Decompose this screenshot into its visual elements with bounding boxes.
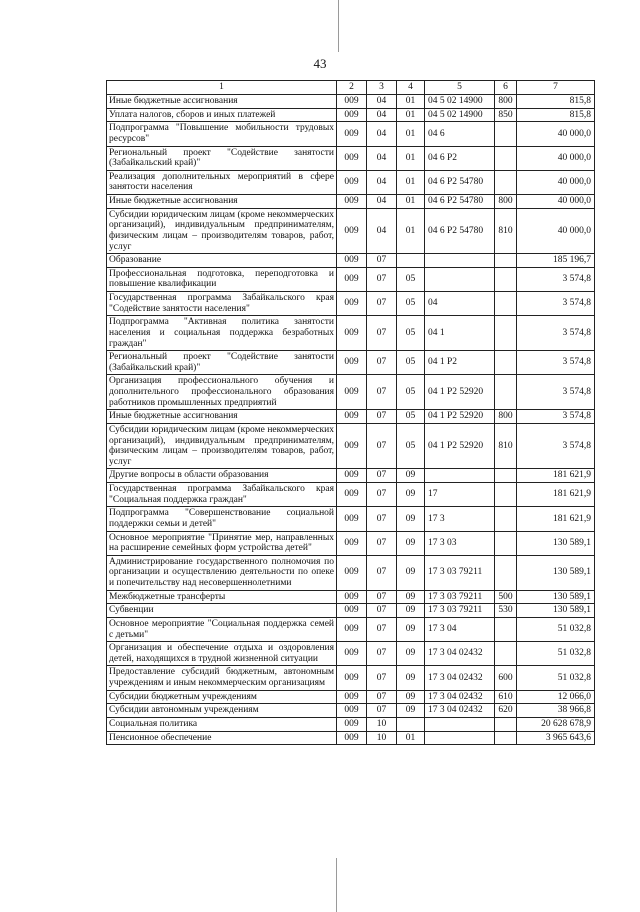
row-section: 04 <box>367 95 397 109</box>
table-row <box>107 423 595 469</box>
row-target-article: 17 3 04 <box>425 617 495 641</box>
row-expense-type <box>495 507 517 531</box>
row-amount: 40 000,0 <box>517 208 595 254</box>
row-expense-type <box>495 351 517 375</box>
row-target-article: 04 5 02 14900 <box>425 108 495 122</box>
row-admin-code: 009 <box>337 555 367 590</box>
row-subsection: 09 <box>397 469 425 483</box>
row-amount: 815,8 <box>517 108 595 122</box>
row-section: 07 <box>367 254 397 268</box>
row-target-article: 04 1 P2 52920 <box>425 375 495 410</box>
row-expense-type <box>495 717 517 731</box>
row-admin-code: 009 <box>337 351 367 375</box>
row-expense-type: 810 <box>495 423 517 469</box>
row-name: Субсидии юридическим лицам (кроме некоммерческих организаций), индивидуальным предпринимателям, физическим лицам – производителям товаров, работ, услуг <box>107 208 337 254</box>
table-row <box>107 95 595 109</box>
row-amount: 3 574,8 <box>517 267 595 291</box>
row-subsection: 09 <box>397 531 425 555</box>
row-name: Предоставление субсидий бюджетным, автономным учреждениям и иным некоммерческим организациям <box>107 666 337 690</box>
row-section: 07 <box>367 604 397 618</box>
scan-artifact-line <box>338 0 339 52</box>
row-admin-code: 009 <box>337 507 367 531</box>
column-header: 2 <box>337 81 367 95</box>
row-subsection: 09 <box>397 483 425 507</box>
row-section: 07 <box>367 316 397 351</box>
row-subsection: 05 <box>397 410 425 424</box>
row-expense-type <box>495 122 517 146</box>
row-amount: 3 574,8 <box>517 410 595 424</box>
row-admin-code: 009 <box>337 316 367 351</box>
row-expense-type: 500 <box>495 590 517 604</box>
row-target-article: 17 3 03 79211 <box>425 555 495 590</box>
row-target-article: 04 1 P2 52920 <box>425 410 495 424</box>
row-name: Социальная политика <box>107 717 337 731</box>
row-expense-type <box>495 469 517 483</box>
row-subsection: 09 <box>397 690 425 704</box>
row-subsection: 05 <box>397 267 425 291</box>
row-section: 04 <box>367 195 397 209</box>
row-section: 07 <box>367 704 397 718</box>
table-row <box>107 717 595 731</box>
row-subsection: 05 <box>397 351 425 375</box>
table-row <box>107 690 595 704</box>
row-name: Подпрограмма "Активная политика занятости населения и социальная поддержка безработных граждан" <box>107 316 337 351</box>
header-row <box>107 81 595 95</box>
row-target-article: 17 3 03 79211 <box>425 604 495 618</box>
row-subsection: 09 <box>397 666 425 690</box>
row-name: Региональный проект "Содействие занятости (Забайкальский край)" <box>107 146 337 170</box>
table-row <box>107 555 595 590</box>
row-subsection: 09 <box>397 507 425 531</box>
row-admin-code: 009 <box>337 469 367 483</box>
row-target-article: 17 3 <box>425 507 495 531</box>
row-target-article: 04 6 P2 <box>425 146 495 170</box>
row-name: Иные бюджетные ассигнования <box>107 410 337 424</box>
table-body <box>107 95 595 745</box>
row-admin-code: 009 <box>337 731 367 745</box>
row-name: Реализация дополнительных мероприятий в сфере занятости населения <box>107 170 337 194</box>
row-section: 10 <box>367 717 397 731</box>
row-target-article: 04 6 P2 54780 <box>425 208 495 254</box>
table-row <box>107 375 595 410</box>
row-amount: 38 966,8 <box>517 704 595 718</box>
row-expense-type <box>495 555 517 590</box>
row-subsection: 09 <box>397 704 425 718</box>
row-section: 07 <box>367 642 397 666</box>
row-name: Организация профессионального обучения и дополнительного профессионального образования работников промышленных предприятий <box>107 375 337 410</box>
row-section: 07 <box>367 292 397 316</box>
table-row <box>107 195 595 209</box>
row-subsection: 01 <box>397 170 425 194</box>
table-row <box>107 483 595 507</box>
row-admin-code: 009 <box>337 666 367 690</box>
row-amount: 40 000,0 <box>517 170 595 194</box>
row-section: 04 <box>367 208 397 254</box>
row-expense-type <box>495 375 517 410</box>
row-amount: 130 589,1 <box>517 604 595 618</box>
table-row <box>107 590 595 604</box>
row-admin-code: 009 <box>337 267 367 291</box>
row-name: Основное мероприятие "Принятие мер, направленных на расширение семейных форм устройства детей" <box>107 531 337 555</box>
row-name: Основное мероприятие "Социальная поддержка семей с детьми" <box>107 617 337 641</box>
row-admin-code: 009 <box>337 531 367 555</box>
column-header: 1 <box>107 81 337 95</box>
row-target-article: 04 1 <box>425 316 495 351</box>
row-subsection: 09 <box>397 617 425 641</box>
row-admin-code: 009 <box>337 604 367 618</box>
row-section: 04 <box>367 108 397 122</box>
row-expense-type: 800 <box>495 95 517 109</box>
row-name: Организация и обеспечение отдыха и оздоровления детей, находящихся в трудной жизненной ситуации <box>107 642 337 666</box>
row-amount: 3 574,8 <box>517 292 595 316</box>
row-subsection: 05 <box>397 292 425 316</box>
row-section: 07 <box>367 267 397 291</box>
row-section: 07 <box>367 483 397 507</box>
row-expense-type <box>495 146 517 170</box>
table-row <box>107 108 595 122</box>
row-amount: 130 589,1 <box>517 590 595 604</box>
row-name: Межбюджетные трансферты <box>107 590 337 604</box>
row-name: Субсидии автономным учреждениям <box>107 704 337 718</box>
row-subsection: 05 <box>397 316 425 351</box>
table-row <box>107 146 595 170</box>
row-admin-code: 009 <box>337 590 367 604</box>
table-row <box>107 617 595 641</box>
table-row <box>107 642 595 666</box>
row-target-article: 17 <box>425 483 495 507</box>
table-row <box>107 267 595 291</box>
row-expense-type <box>495 254 517 268</box>
table-row <box>107 410 595 424</box>
row-amount: 130 589,1 <box>517 555 595 590</box>
row-target-article: 17 3 04 02432 <box>425 690 495 704</box>
row-subsection: 09 <box>397 642 425 666</box>
row-name: Подпрограмма "Совершенствование социальной поддержки семьи и детей" <box>107 507 337 531</box>
row-subsection: 01 <box>397 95 425 109</box>
row-name: Пенсионное обеспечение <box>107 731 337 745</box>
row-admin-code: 009 <box>337 146 367 170</box>
row-amount: 3 574,8 <box>517 351 595 375</box>
row-expense-type: 810 <box>495 208 517 254</box>
row-subsection: 01 <box>397 122 425 146</box>
row-expense-type: 610 <box>495 690 517 704</box>
row-subsection: 05 <box>397 423 425 469</box>
row-admin-code: 009 <box>337 95 367 109</box>
row-admin-code: 009 <box>337 292 367 316</box>
row-target-article: 17 3 04 02432 <box>425 642 495 666</box>
row-amount: 185 196,7 <box>517 254 595 268</box>
row-amount: 40 000,0 <box>517 146 595 170</box>
row-subsection: 05 <box>397 375 425 410</box>
row-amount: 40 000,0 <box>517 195 595 209</box>
row-name: Региональный проект "Содействие занятости (Забайкальский край)" <box>107 351 337 375</box>
row-amount: 51 032,8 <box>517 617 595 641</box>
row-name: Государственная программа Забайкальского края "Социальная поддержка граждан" <box>107 483 337 507</box>
row-section: 07 <box>367 590 397 604</box>
row-subsection <box>397 717 425 731</box>
table-row <box>107 604 595 618</box>
row-section: 07 <box>367 690 397 704</box>
row-admin-code: 009 <box>337 690 367 704</box>
row-admin-code: 009 <box>337 195 367 209</box>
row-expense-type <box>495 531 517 555</box>
row-expense-type <box>495 170 517 194</box>
row-amount: 181 621,9 <box>517 469 595 483</box>
row-name: Профессиональная подготовка, переподготовка и повышение квалификации <box>107 267 337 291</box>
column-header: 6 <box>495 81 517 95</box>
scan-artifact-line <box>336 858 337 912</box>
row-name: Иные бюджетные ассигнования <box>107 95 337 109</box>
row-subsection: 01 <box>397 108 425 122</box>
row-amount: 3 574,8 <box>517 316 595 351</box>
row-admin-code: 009 <box>337 617 367 641</box>
table-row <box>107 731 595 745</box>
row-target-article <box>425 267 495 291</box>
row-name: Администрирование государственного полномочия по организации и осуществлению деятельности по опеке и попечительству над несовершеннолетними <box>107 555 337 590</box>
table-row <box>107 531 595 555</box>
row-expense-type: 800 <box>495 410 517 424</box>
column-header: 7 <box>517 81 595 95</box>
row-admin-code: 009 <box>337 170 367 194</box>
row-section: 07 <box>367 423 397 469</box>
row-admin-code: 009 <box>337 254 367 268</box>
row-target-article <box>425 254 495 268</box>
row-subsection <box>397 254 425 268</box>
row-section: 04 <box>367 170 397 194</box>
row-section: 07 <box>367 410 397 424</box>
row-name: Образование <box>107 254 337 268</box>
row-target-article: 17 3 03 <box>425 531 495 555</box>
row-subsection: 01 <box>397 208 425 254</box>
row-section: 07 <box>367 507 397 531</box>
table-row <box>107 507 595 531</box>
row-target-article <box>425 717 495 731</box>
table-row <box>107 254 595 268</box>
table-row <box>107 316 595 351</box>
row-amount: 181 621,9 <box>517 507 595 531</box>
row-target-article <box>425 731 495 745</box>
table-row <box>107 704 595 718</box>
row-expense-type <box>495 292 517 316</box>
row-name: Субсидии бюджетным учреждениям <box>107 690 337 704</box>
table-row <box>107 469 595 483</box>
row-name: Уплата налогов, сборов и иных платежей <box>107 108 337 122</box>
row-target-article: 17 3 03 79211 <box>425 590 495 604</box>
row-target-article: 04 6 P2 54780 <box>425 195 495 209</box>
row-admin-code: 009 <box>337 717 367 731</box>
row-name: Подпрограмма "Повышение мобильности трудовых ресурсов" <box>107 122 337 146</box>
row-admin-code: 009 <box>337 704 367 718</box>
row-expense-type: 600 <box>495 666 517 690</box>
row-target-article: 17 3 04 02432 <box>425 704 495 718</box>
row-target-article <box>425 469 495 483</box>
row-section: 10 <box>367 731 397 745</box>
row-expense-type <box>495 483 517 507</box>
row-expense-type: 850 <box>495 108 517 122</box>
row-amount: 20 628 678,9 <box>517 717 595 731</box>
row-amount: 3 574,8 <box>517 375 595 410</box>
row-target-article: 04 5 02 14900 <box>425 95 495 109</box>
table-header <box>107 81 595 95</box>
row-subsection: 01 <box>397 195 425 209</box>
row-amount: 12 066,0 <box>517 690 595 704</box>
table-row <box>107 208 595 254</box>
row-expense-type <box>495 316 517 351</box>
row-section: 04 <box>367 122 397 146</box>
row-amount: 51 032,8 <box>517 666 595 690</box>
row-name: Иные бюджетные ассигнования <box>107 195 337 209</box>
table-row <box>107 351 595 375</box>
row-section: 07 <box>367 469 397 483</box>
row-admin-code: 009 <box>337 410 367 424</box>
row-target-article: 04 1 P2 52920 <box>425 423 495 469</box>
row-section: 07 <box>367 375 397 410</box>
row-admin-code: 009 <box>337 423 367 469</box>
row-expense-type <box>495 267 517 291</box>
row-admin-code: 009 <box>337 122 367 146</box>
row-target-article: 04 <box>425 292 495 316</box>
page-number: 43 <box>313 56 327 71</box>
row-name: Другие вопросы в области образования <box>107 469 337 483</box>
row-section: 07 <box>367 666 397 690</box>
row-target-article: 17 3 04 02432 <box>425 666 495 690</box>
row-admin-code: 009 <box>337 642 367 666</box>
row-name: Субвенции <box>107 604 337 618</box>
row-section: 04 <box>367 146 397 170</box>
table-row <box>107 666 595 690</box>
row-amount: 815,8 <box>517 95 595 109</box>
row-name: Государственная программа Забайкальского края "Содействие занятости населения" <box>107 292 337 316</box>
row-amount: 51 032,8 <box>517 642 595 666</box>
row-expense-type <box>495 617 517 641</box>
row-amount: 130 589,1 <box>517 531 595 555</box>
row-admin-code: 009 <box>337 483 367 507</box>
row-admin-code: 009 <box>337 108 367 122</box>
row-admin-code: 009 <box>337 208 367 254</box>
row-section: 07 <box>367 617 397 641</box>
row-expense-type: 530 <box>495 604 517 618</box>
row-expense-type: 800 <box>495 195 517 209</box>
row-subsection: 09 <box>397 604 425 618</box>
row-amount: 3 965 643,6 <box>517 731 595 745</box>
row-section: 07 <box>367 555 397 590</box>
row-expense-type <box>495 642 517 666</box>
column-header: 3 <box>367 81 397 95</box>
row-amount: 3 574,8 <box>517 423 595 469</box>
row-subsection: 09 <box>397 555 425 590</box>
row-target-article: 04 6 <box>425 122 495 146</box>
row-subsection: 01 <box>397 146 425 170</box>
row-expense-type <box>495 731 517 745</box>
row-expense-type: 620 <box>495 704 517 718</box>
row-section: 07 <box>367 351 397 375</box>
budget-table <box>106 80 595 745</box>
row-amount: 40 000,0 <box>517 122 595 146</box>
table-row <box>107 122 595 146</box>
row-section: 07 <box>367 531 397 555</box>
column-header: 5 <box>425 81 495 95</box>
row-target-article: 04 1 P2 <box>425 351 495 375</box>
row-subsection: 01 <box>397 731 425 745</box>
row-amount: 181 621,9 <box>517 483 595 507</box>
row-subsection: 09 <box>397 590 425 604</box>
row-admin-code: 009 <box>337 375 367 410</box>
table-row <box>107 170 595 194</box>
row-name: Субсидии юридическим лицам (кроме некоммерческих организаций), индивидуальным предпринимателям, физическим лицам – производителям товаров, работ, услуг <box>107 423 337 469</box>
row-target-article: 04 6 P2 54780 <box>425 170 495 194</box>
table-row <box>107 292 595 316</box>
column-header: 4 <box>397 81 425 95</box>
